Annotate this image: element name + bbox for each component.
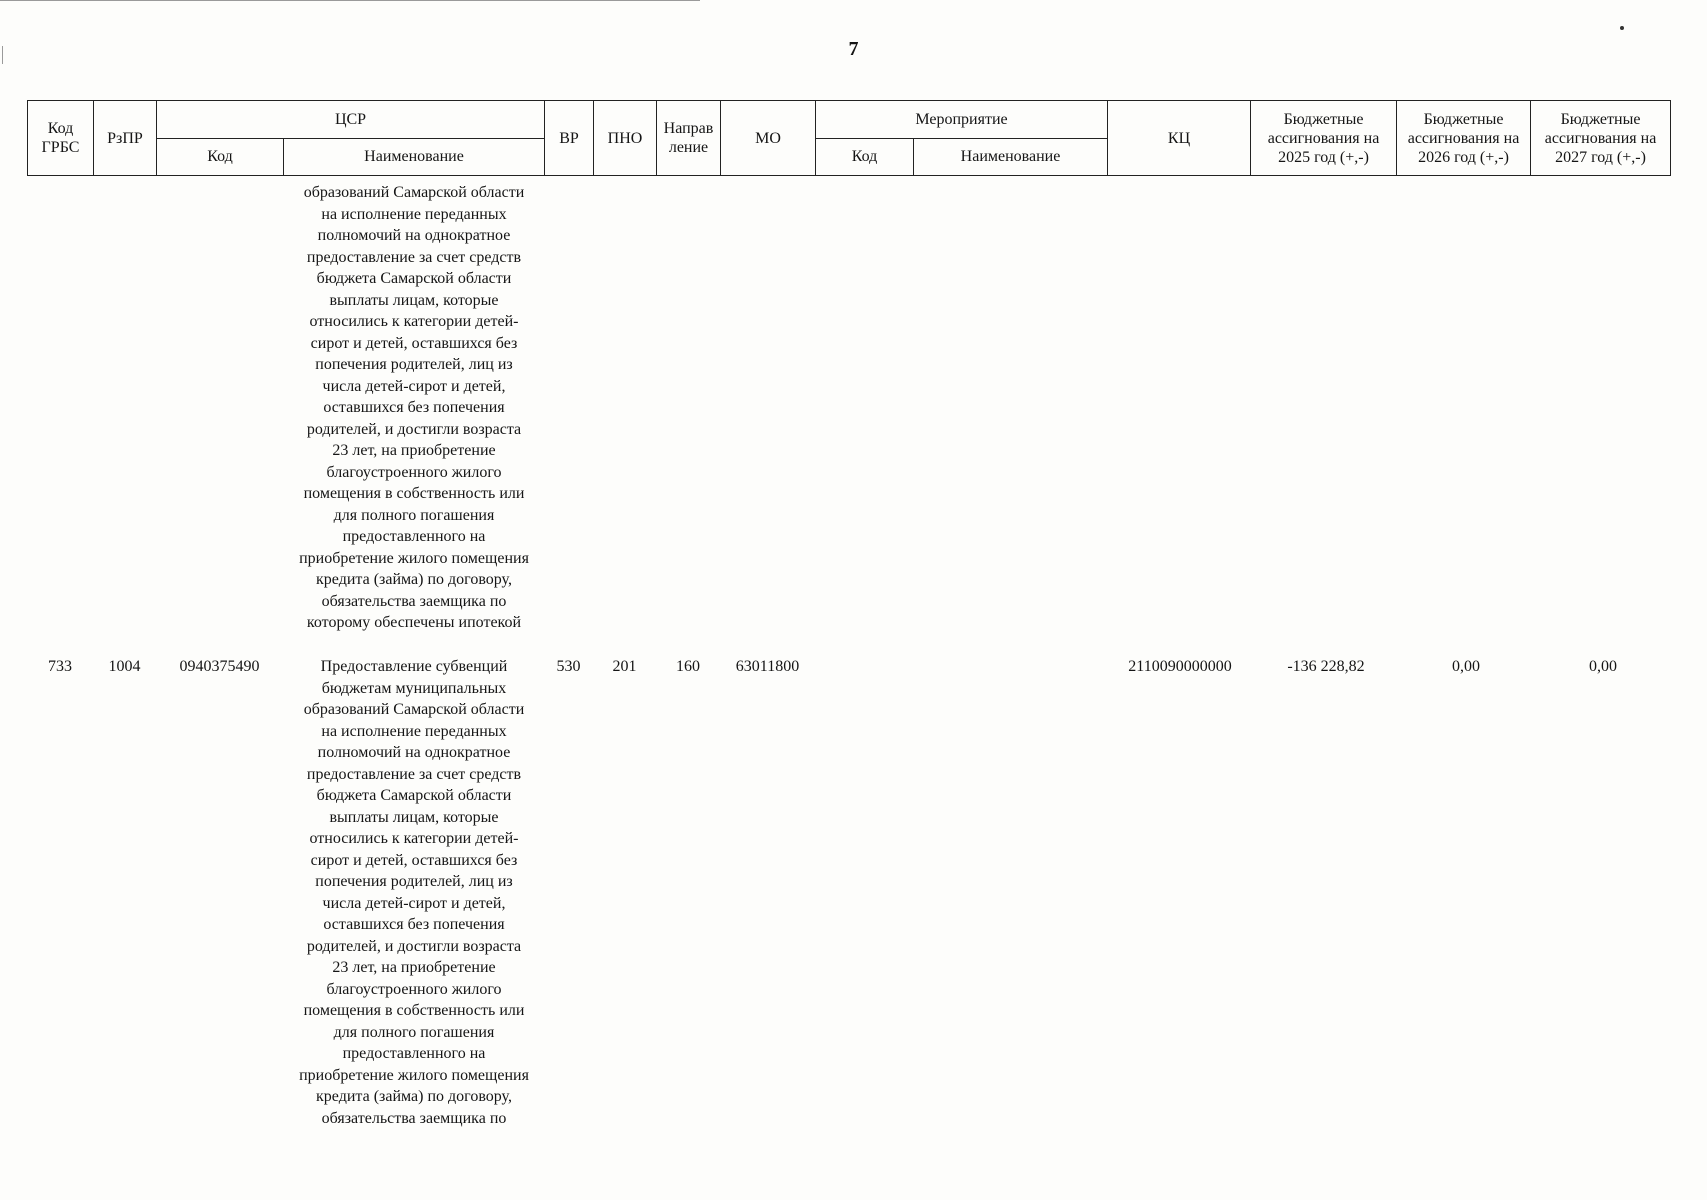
row-name-line: помещения в собственность или: [303, 1002, 525, 1019]
continuation-line: для полного погашения: [333, 506, 495, 524]
continuation-line: обязательства заемщика по: [321, 592, 507, 610]
table-header: [27, 100, 1671, 176]
continuation-line: на исполнение переданных: [321, 205, 507, 223]
continuation-line: числа детей-сирот и детей,: [322, 377, 506, 395]
row-name-line: Предоставление субвенций: [320, 658, 508, 675]
header-grbs: Код ГРБС: [28, 101, 94, 176]
row-grbs: 733: [48, 658, 72, 675]
row-name-line: приобретение жилого помещения: [299, 1066, 529, 1084]
row-name-line: относились к категории детей-: [309, 830, 519, 847]
continuation-name-text: [284, 182, 544, 634]
header-budget-2025: Бюджетные ассигнования на 2025 год (+,-): [1251, 101, 1397, 176]
row-mo: 63011800: [735, 658, 800, 675]
row-name-line: попечения родителей, лиц из: [315, 873, 513, 890]
continuation-line: относились к категории детей-: [309, 313, 519, 330]
row-name-line: сирот и детей, оставшихся без: [310, 851, 518, 869]
continuation-line: родителей, и достигли возраста: [306, 420, 522, 438]
header-budget-2027: Бюджетные ассигнования на 2027 год (+,-): [1531, 101, 1671, 176]
continuation-line: предоставление за счет средств: [306, 248, 522, 266]
header-kc: КЦ: [1108, 101, 1251, 176]
row-name-line: бюджетам муниципальных: [321, 679, 507, 697]
header-event: Мероприятие: [816, 101, 1108, 139]
row-pno: 201: [612, 658, 637, 675]
continuation-line: попечения родителей, лиц из: [315, 356, 513, 373]
header-vr: ВР: [545, 101, 594, 176]
row-kc: 2110090000000: [1128, 658, 1232, 675]
header-pno: ПНО: [594, 101, 657, 176]
continuation-line: оставшихся без попечения: [323, 399, 505, 416]
row-budget-2026: 0,00: [1452, 658, 1480, 675]
row-budget-2027: 0,00: [1589, 658, 1617, 675]
page-number: 7: [848, 38, 859, 60]
header-mo: МО: [721, 101, 816, 176]
row-name-line: благоустроенного жилого: [326, 980, 502, 998]
continuation-line: благоустроенного жилого: [326, 463, 502, 481]
header-rzpr: РзПР: [94, 101, 157, 176]
row-name-line: полномочий на однократное: [317, 744, 511, 761]
row-name-line: бюджета Самарской области: [316, 787, 512, 804]
continuation-line: выплаты лицам, которые: [329, 291, 499, 309]
row-name-line: оставшихся без попечения: [323, 916, 505, 933]
header-direction: Направ ление: [657, 101, 721, 176]
continuation-line: полномочий на однократное: [317, 227, 511, 244]
continuation-line: помещения в собственность или: [303, 485, 525, 502]
row-name-line: обязательства заемщика по: [321, 1109, 507, 1127]
continuation-line: образований Самарской области: [303, 184, 525, 201]
continuation-line: которому обеспечены ипотекой: [306, 614, 522, 631]
row-name-line: на исполнение переданных: [321, 722, 507, 740]
row-name-text: [284, 656, 544, 1129]
row-vr: 530: [556, 658, 581, 675]
row-name-line: кредита (займа) по договору,: [316, 1088, 512, 1105]
header-event-name: Наименование: [914, 138, 1108, 176]
continuation-line: кредита (займа) по договору,: [316, 571, 512, 588]
header-csr: ЦСР: [157, 101, 545, 139]
row-rzpr: 1004: [108, 658, 141, 675]
continuation-line: предоставленного на: [342, 528, 486, 545]
row-name-line: предоставление за счет средств: [306, 765, 522, 783]
row-name-line: числа детей-сирот и детей,: [322, 894, 506, 912]
row-name-line: предоставленного на: [342, 1045, 486, 1062]
header-budget-2026: Бюджетные ассигнования на 2026 год (+,-): [1397, 101, 1531, 176]
continuation-line: бюджета Самарской области: [316, 270, 512, 287]
header-event-code: Код: [816, 138, 914, 176]
header-csr-name: Наименование: [284, 138, 545, 176]
row-name-line: 23 лет, на приобретение: [332, 959, 496, 976]
continuation-line: 23 лет, на приобретение: [332, 442, 496, 459]
row-name-line: родителей, и достигли возраста: [306, 937, 522, 955]
row-direction: 160: [676, 658, 700, 675]
header-csr-code: Код: [157, 138, 284, 176]
scan-mark-dot: [1620, 26, 1624, 30]
continuation-line: приобретение жилого помещения: [299, 549, 529, 567]
row-budget-2025: -136 228,82: [1287, 658, 1365, 675]
row-name-line: для полного погашения: [333, 1023, 495, 1041]
continuation-line: сирот и детей, оставшихся без: [310, 334, 518, 352]
row-name-line: образований Самарской области: [303, 701, 525, 718]
row-name-line: выплаты лицам, которые: [329, 808, 499, 826]
scan-mark-top-line: [0, 0, 700, 1]
row-csr-code: 0940375490: [179, 658, 260, 675]
